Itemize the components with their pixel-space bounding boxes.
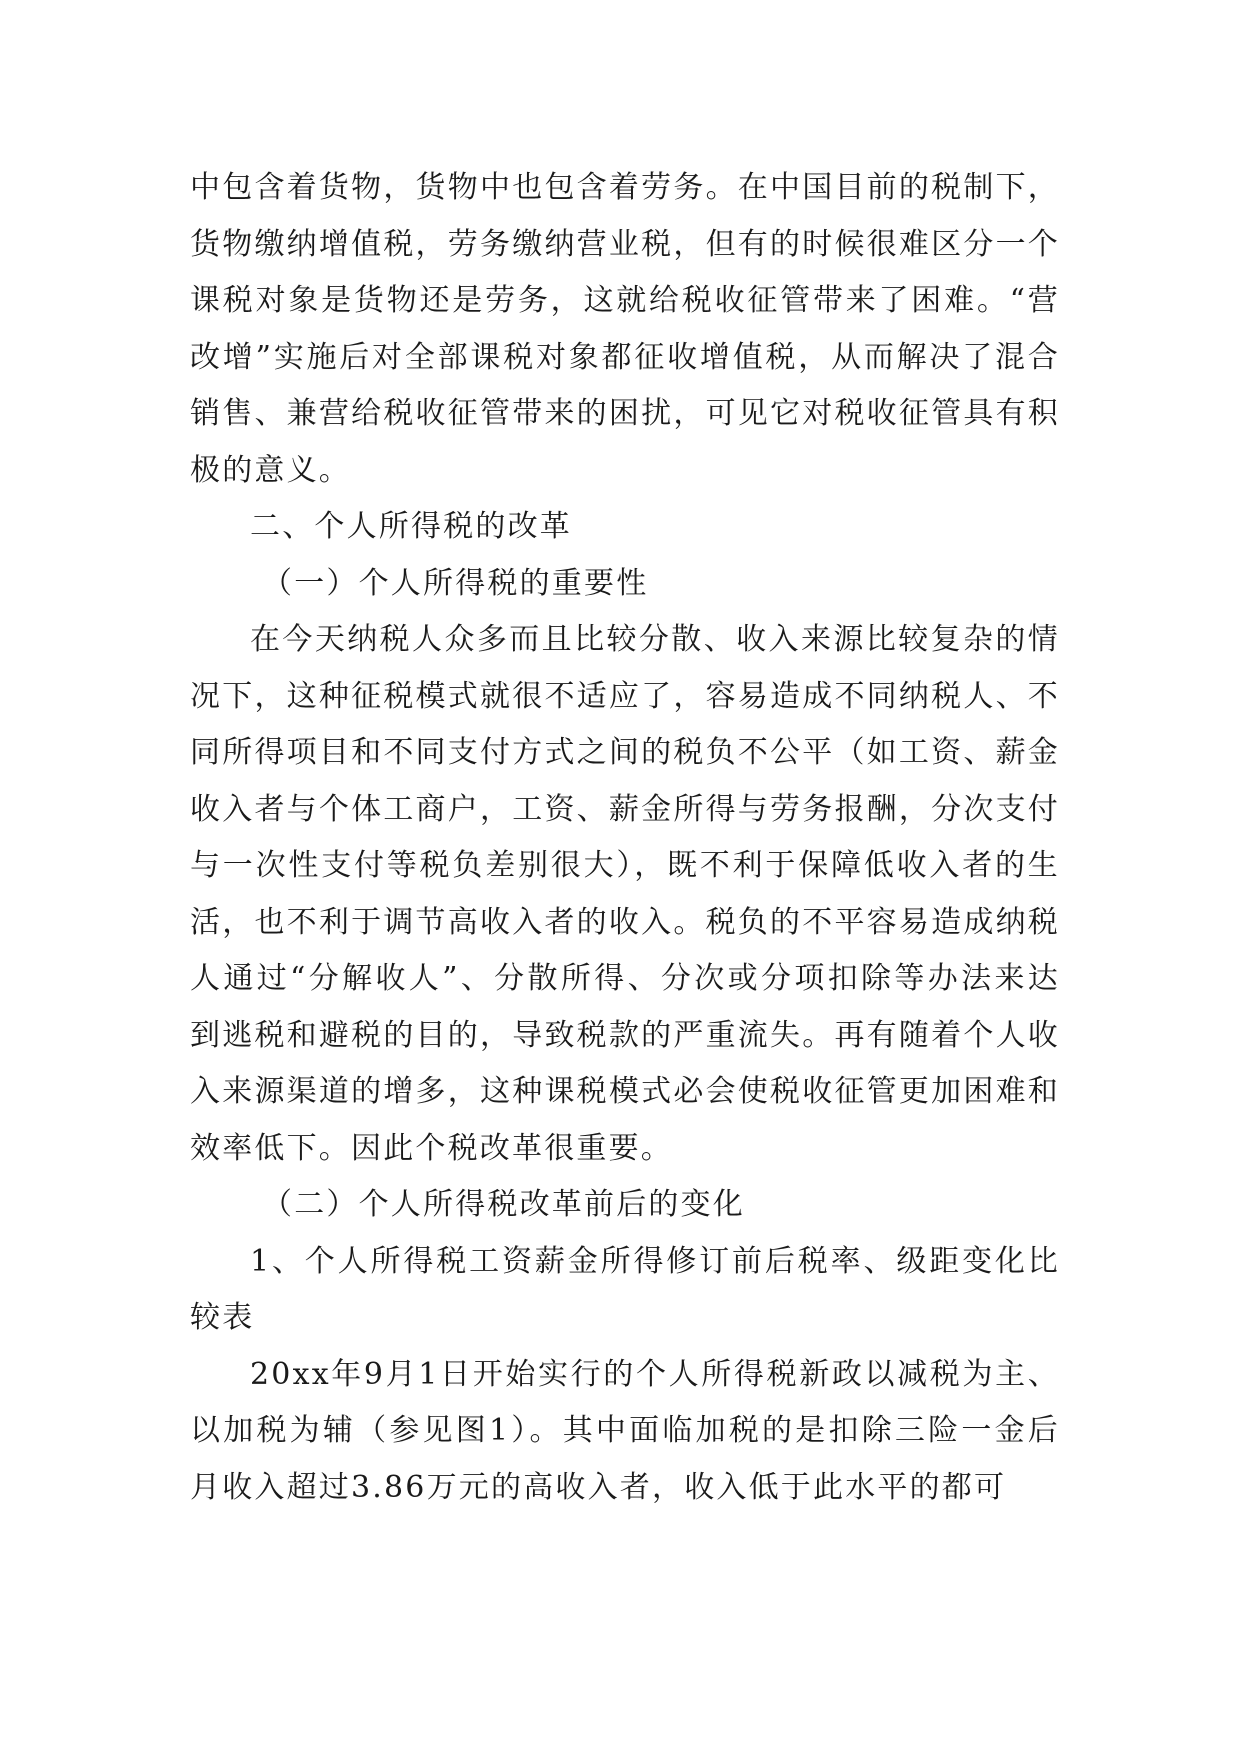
- document-body: [190, 160, 1060, 1516]
- paragraph: 在今天纳税人众多而且比较分散、收入来源比较复杂的情况下，这种征税模式就很不适应了，容易造成不同纳税人、不同所得项目和不同支付方式之间的税负不公平（如工资、薪金收入者与个体工商户，工资、薪金所得与劳务报酬，分次支付与一次性支付等税负差别很大），既不利于保障低收入者的生活，也不利于调节高收入者的收入。税负的不平容易造成纳税人通过“分解收人”、分散所得、分次或分项扣除等办法来达到逃税和避税的目的，导致税款的严重流失。再有随着个人收入来源渠道的增多，这种课税模式必会使税收征管更加困难和效率低下。因此个税改革很重要。: [190, 622, 1060, 1166]
- paragraph-continued: 中包含着货物，货物中也包含着劳务。在中国目前的税制下，货物缴纳增值税，劳务缴纳营业税，但有的时候很难区分一个课税对象是货物还是劳务，这就给税收征管带来了困难。“营改增”实施后对全部课税对象都征收增值税，从而解决了混合销售、兼营给税收征管带来的困扰，可见它对税收征管具有积极的意义。: [190, 170, 1060, 488]
- subsection-heading: （二）个人所得税改革前后的变化: [262, 1187, 745, 1222]
- paragraph: 1、个人所得税工资薪金所得修订前后税率、级距变化比较表: [190, 1243, 1060, 1335]
- section-heading: 二、个人所得税的改革: [250, 509, 572, 544]
- subsection-heading: （一）个人所得税的重要性: [262, 565, 649, 601]
- paragraph: 20xx年9月1日开始实行的个人所得税新政以减税为主、以加税为辅（参见图1）。其中面临加税的是扣除三险一金后月收入超过3.86万元的高收入者，收入低于此水平的都可: [190, 1356, 1060, 1505]
